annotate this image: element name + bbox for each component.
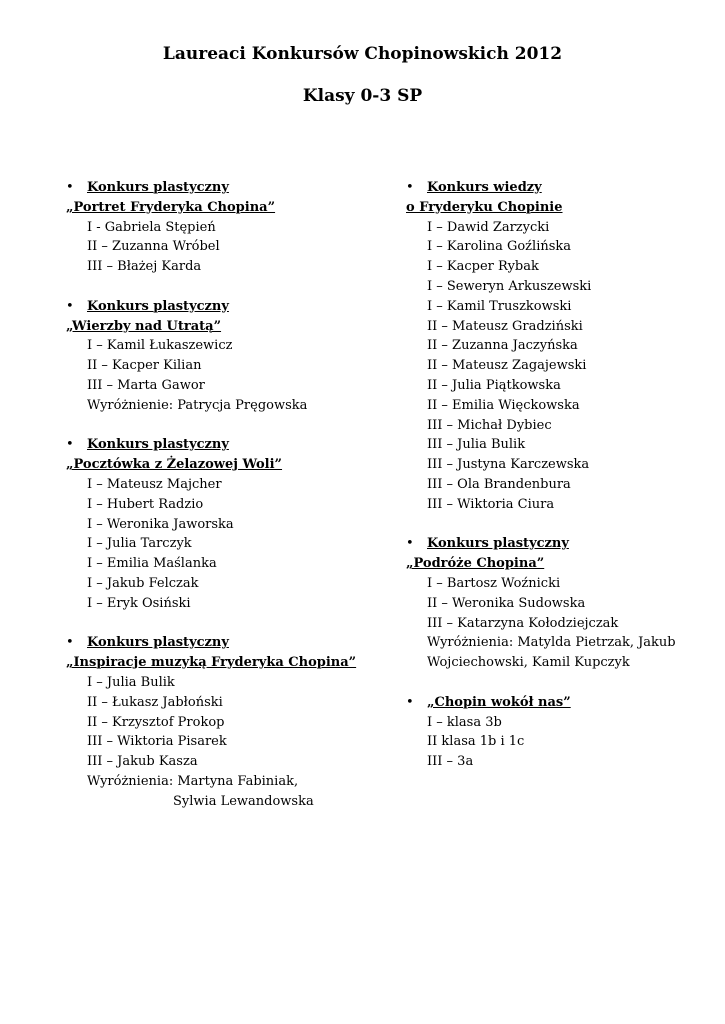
winners-list <box>406 713 706 772</box>
list-item: III – Wiktoria Ciura <box>427 496 555 512</box>
section-heading <box>406 693 706 713</box>
list-item: I – Kamil Truszkowski <box>427 298 572 314</box>
list-item: III – Wiktoria Pisarek <box>87 734 227 750</box>
list-item: II – Weronika Sudowska <box>427 595 586 611</box>
list-item: III – Błażej Karda <box>87 259 202 275</box>
section-heading <box>66 435 366 455</box>
bullet-icon: • <box>66 635 74 651</box>
section-heading-text: Konkurs plastyczny <box>87 635 229 651</box>
list-item: I – Karolina Goźlińska <box>427 239 572 255</box>
section-subtitle: o Fryderyku Chopinie <box>406 199 563 215</box>
winners-list <box>66 475 366 614</box>
left-column <box>66 178 366 831</box>
list-item: III – Justyna Karczewska <box>427 457 590 473</box>
section-heading-text: Konkurs plastyczny <box>87 298 229 314</box>
section-heading-text: Konkurs plastyczny <box>87 437 229 453</box>
list-item: I – Bartosz Woźnicki <box>427 575 561 591</box>
list-item: I – klasa 3b <box>427 714 502 730</box>
bullet-icon: • <box>66 298 74 314</box>
page-title: Laureaci Konkursów Chopinowskich 2012 <box>162 44 563 64</box>
section-heading <box>66 178 366 198</box>
section-heading-text: Konkurs plastyczny <box>87 180 229 195</box>
winners-list <box>66 218 366 277</box>
list-item: II – Kacper Kilian <box>87 358 202 374</box>
list-item: I – Mateusz Majcher <box>87 476 222 492</box>
list-item: I – Jakub Felczak <box>87 575 199 591</box>
section-heading-text: Konkurs plastyczny <box>427 536 569 552</box>
section-heading <box>406 178 706 198</box>
list-item: III – Ola Brandenbura <box>427 476 571 492</box>
list-item: Wyróżnienia: Martyna Fabiniak, <box>87 773 299 789</box>
winners-list <box>66 673 366 812</box>
list-item: I – Julia Tarczyk <box>87 536 192 552</box>
section-podroze <box>406 534 706 673</box>
list-item: II – Łukasz Jabłoński <box>87 694 223 710</box>
list-item: I – Kamil Łukaszewicz <box>87 338 233 354</box>
list-item: I - Gabriela Stępień <box>87 219 216 235</box>
list-item: I – Emilia Maślanka <box>87 556 217 572</box>
list-item: I – Julia Bulik <box>87 674 175 690</box>
section-wiedza <box>406 178 706 515</box>
list-item: III – Michał Dybiec <box>427 417 552 433</box>
section-subtitle: „Wierzby nad Utratą” <box>66 318 222 334</box>
list-item: I – Eryk Osiński <box>87 595 191 611</box>
list-item: I – Seweryn Arkuszewski <box>427 278 592 294</box>
section-wierzby <box>66 297 366 416</box>
section-heading <box>66 297 366 317</box>
list-item: III – 3a <box>427 754 474 770</box>
bullet-icon: • <box>66 180 74 195</box>
section-portret <box>66 178 366 277</box>
list-item: II – Zuzanna Wróbel <box>87 239 220 255</box>
bullet-icon: • <box>406 694 414 710</box>
list-item: II – Mateusz Gradziński <box>427 318 583 334</box>
list-item: Wyróżnienia: Matylda Pietrzak, Jakub Wojciechowski, Kamil Kupczyk <box>427 635 676 671</box>
list-item: I – Weronika Jaworska <box>87 516 234 532</box>
right-column <box>406 178 706 792</box>
section-chopin-wokol-nas <box>406 693 706 772</box>
list-item: II klasa 1b i 1c <box>427 734 525 750</box>
winners-list <box>406 218 706 515</box>
list-item: II – Krzysztof Prokop <box>87 714 225 730</box>
list-item: III – Katarzyna Kołodziejczak <box>427 615 619 631</box>
section-subtitle: „Podróże Chopina” <box>406 556 545 572</box>
bullet-icon: • <box>66 437 74 453</box>
list-item: II – Zuzanna Jaczyńska <box>427 338 578 354</box>
bullet-icon: • <box>406 180 414 195</box>
winners-list <box>406 574 706 673</box>
list-item: II – Emilia Więckowska <box>427 397 580 413</box>
list-item: I – Kacper Rybak <box>427 259 539 275</box>
section-inspiracje <box>66 633 366 811</box>
list-item: I – Hubert Radzio <box>87 496 204 512</box>
list-item: Wyróżnienie: Patrycja Pręgowska <box>87 397 308 413</box>
list-item: III – Jakub Kasza <box>87 754 198 770</box>
section-subtitle: „Inspiracje muzyką Fryderyka Chopina” <box>66 655 357 671</box>
section-heading <box>406 534 706 554</box>
list-item: II – Mateusz Zagajewski <box>427 358 587 374</box>
list-item: III – Marta Gawor <box>87 377 205 393</box>
list-item: I – Dawid Zarzycki <box>427 219 550 235</box>
section-heading <box>66 633 366 653</box>
section-subtitle: „Portret Fryderyka Chopina” <box>66 199 276 215</box>
section-subtitle: „Pocztówka z Żelazowej Woli” <box>66 457 283 473</box>
section-heading-text: „Chopin wokół nas” <box>427 694 571 710</box>
section-pocztowka <box>66 435 366 613</box>
list-item: III – Julia Bulik <box>427 437 526 453</box>
list-item: II – Julia Piątkowska <box>427 377 561 393</box>
list-item: Sylwia Lewandowska <box>173 793 314 809</box>
page-subtitle: Klasy 0-3 SP <box>302 86 423 106</box>
winners-list <box>66 336 366 415</box>
bullet-icon: • <box>406 536 414 552</box>
section-heading-text: Konkurs wiedzy <box>427 180 542 195</box>
